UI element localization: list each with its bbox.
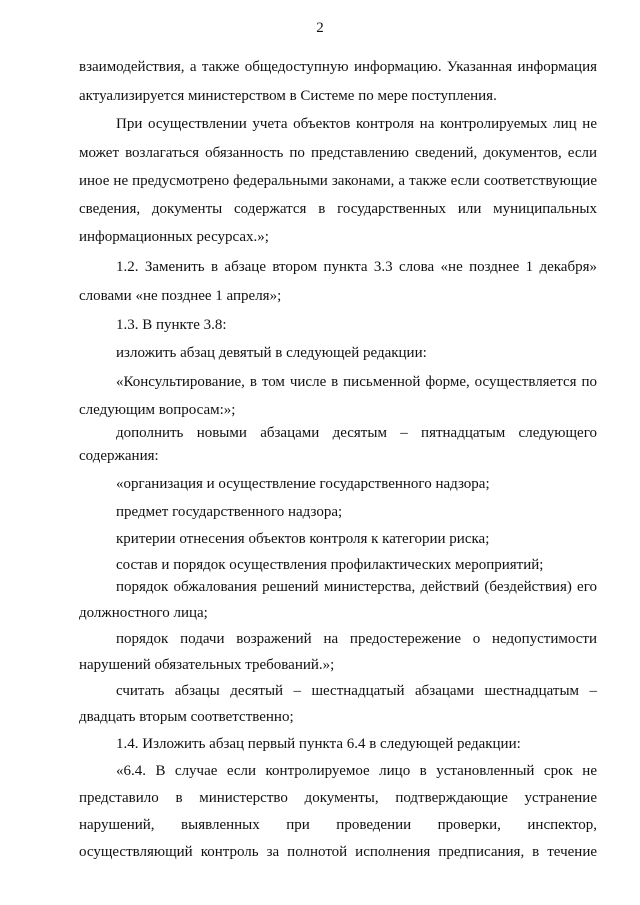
text-line: представило в министерство документы, подтверждающие устранение [79,790,597,806]
text-line: критерии отнесения объектов контроля к категории риска; [116,531,490,547]
text-line: содержания: [79,448,159,464]
text-line: осуществляющий контроль за полнотой исполнения предписания, в течение [79,844,597,860]
text-line: состав и порядок осуществления профилактических мероприятий; [116,557,544,573]
page-number: 2 [316,20,324,36]
text-line: предмет государственного надзора; [116,504,343,520]
text-line: сведения, документы содержатся в государственных или муниципальных [79,201,597,217]
text-line: должностного лица; [79,605,208,621]
text-line: «организация и осуществление государственного надзора; [116,476,490,492]
text-line: двадцать вторым соответственно; [79,709,294,725]
text-line: 1.3. В пункте 3.8: [116,317,227,333]
text-line: «Консультирование, в том числе в письменной форме, осуществляется по [116,374,597,390]
text-line: 1.4. Изложить абзац первый пункта 6.4 в следующей редакции: [116,736,521,752]
text-line: порядок подачи возражений на предостережение о недопустимости [116,631,597,647]
text-line: словами «не позднее 1 апреля»; [79,288,282,304]
text-line: дополнить новыми абзацами десятым – пятнадцатым следующего [116,425,597,441]
text-line: 1.2. Заменить в абзаце втором пункта 3.3 слова «не позднее 1 декабря» [116,259,597,275]
text-line: иное не предусмотрено федеральными законами, а также если соответствующие [79,173,597,189]
text-line: информационных ресурсах.»; [79,229,269,245]
text-line: следующим вопросам:»; [79,402,236,418]
text-line: нарушений, выявленных при проведении проверки, инспектор, [79,817,597,833]
text-line: изложить абзац девятый в следующей редакции: [116,345,427,361]
text-line: считать абзацы десятый – шестнадцатый абзацами шестнадцатым – [116,683,597,699]
text-line: актуализируется министерством в Системе по мере поступления. [79,88,497,104]
text-line: порядок обжалования решений министерства, действий (бездействия) его [116,579,597,595]
text-line: нарушений обязательных требований.»; [79,657,335,673]
text-line: «6.4. В случае если контролируемое лицо в установленный срок не [116,763,597,779]
text-line: При осуществлении учета объектов контроля на контролируемых лиц не [116,116,597,132]
text-line: может возлагаться обязанность по представлению сведений, документов, если [79,145,597,161]
text-line: взаимодействия, а также общедоступную информацию. Указанная информация [79,59,597,75]
